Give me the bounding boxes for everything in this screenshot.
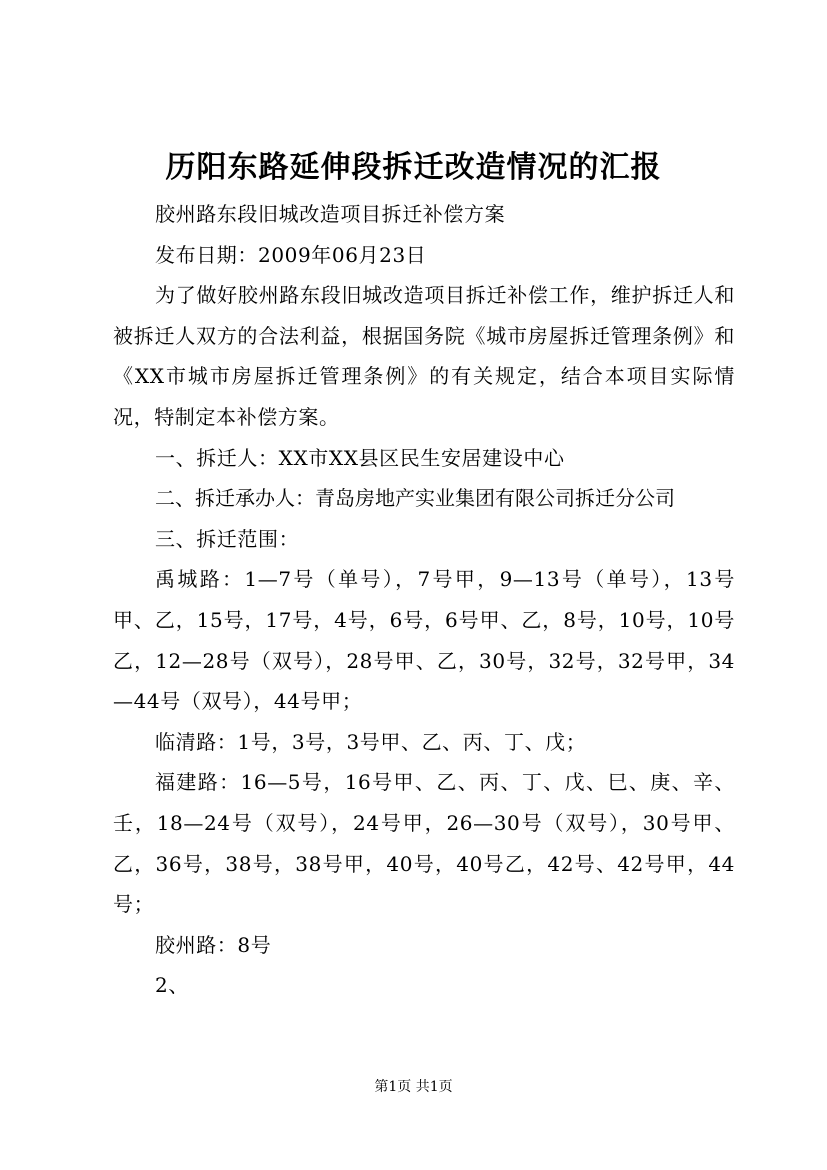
publish-date-paragraph: 发布日期：2009年06月23日 — [155, 242, 427, 267]
fujian-road-paragraph: 福建路：16—5号，16号甲、乙、丙、丁、戊、巳、庚、辛、壬，18—24号（双号），24号甲，26—30号（双号），30号甲、乙，36号，38号，38号甲，40号，40号乙，42号、42号甲，44号； — [113, 770, 735, 917]
scope-heading-paragraph: 三、拆迁范围： — [155, 526, 300, 551]
document-body — [113, 194, 735, 1006]
subtitle-paragraph: 胶州路东段旧城改造项目拆迁补偿方案 — [155, 202, 506, 226]
jiaozhou-road-paragraph: 胶州路：8号 — [155, 932, 272, 957]
linqing-road-paragraph: 临清路：1号，3号，3号甲、乙、丙、丁、戊； — [155, 729, 587, 754]
yucheng-road-paragraph: 禹城路：1—7号（单号），7号甲，9—13号（单号），13号甲、乙，15号，17号，4号，6号，6号甲、乙，8号，10号，10号乙，12—28号（双号），28号甲、乙，30号，32号，32号甲，34—44号（双号），44号甲； — [113, 567, 735, 714]
document-title: 历阳东路延伸段拆迁改造情况的汇报 — [165, 150, 662, 185]
section-two-paragraph: 2、 — [155, 973, 189, 998]
contractor-paragraph: 二、拆迁承办人：青岛房地产实业集团有限公司拆迁分公司 — [155, 486, 675, 511]
demolisher-paragraph: 一、拆迁人：XX市XX县区民生安居建设中心 — [155, 445, 565, 470]
page-footer: 第1页 共1页 — [374, 1079, 453, 1095]
intro-paragraph: 为了做好胶州路东段旧城改造项目拆迁补偿工作，维护拆迁人和被拆迁人双方的合法利益，根据国务院《城市房屋拆迁管理条例》和《XX市城市房屋拆迁管理条例》的有关规定，结合本项目实际情况，特制定本补偿方案。 — [113, 283, 735, 429]
